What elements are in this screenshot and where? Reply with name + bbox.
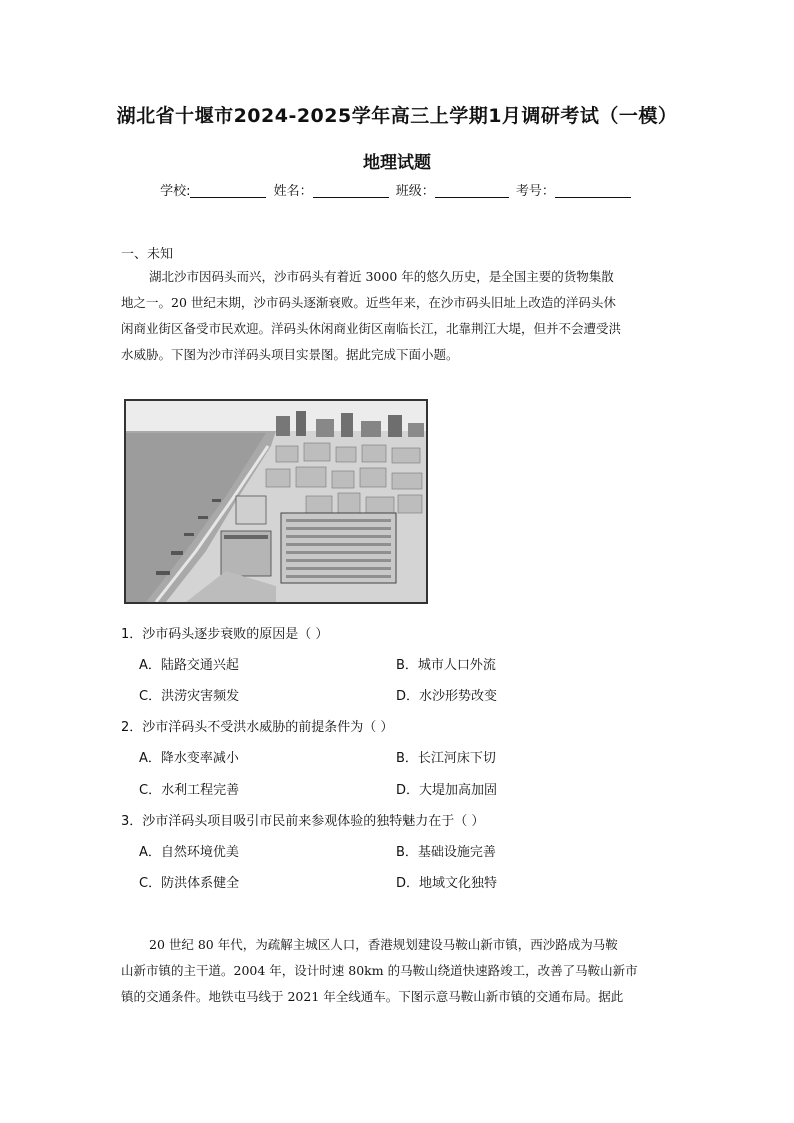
- passage-line: 湖北沙市因码头而兴，沙市码头有着近 3000 年的悠久历史，是全国主要的货物集散: [149, 269, 614, 284]
- section-heading: 一、未知: [121, 247, 174, 262]
- q2-option-b[interactable]: B．长江河床下切: [396, 751, 496, 766]
- passage-line: 镇的交通条件。地铁屯马线于 2021 年全线通车。下图示意马鞍山新市镇的交通布局。据此: [121, 989, 624, 1004]
- question-2-stem: 2．沙市洋码头不受洪水威胁的前提条件为（ ）: [121, 720, 394, 735]
- q3-option-d[interactable]: D．地域文化独特: [396, 876, 498, 891]
- q2-option-c[interactable]: C．水利工程完善: [139, 783, 240, 798]
- question-3-stem: 3．沙市洋码头项目吸引市民前来参观体验的独特魅力在于（ ）: [121, 814, 485, 829]
- exam-number-blank[interactable]: [555, 183, 631, 198]
- q3-option-a[interactable]: A．自然环境优美: [139, 845, 239, 860]
- q3-option-c[interactable]: C．防洪体系健全: [139, 876, 240, 891]
- shashi-wharf-photo: [124, 399, 428, 604]
- exam-number-label: 考号：: [515, 184, 555, 199]
- school-blank[interactable]: [190, 183, 266, 198]
- q2-option-a[interactable]: A．降水变率减小: [139, 751, 239, 766]
- passage-2: [121, 932, 677, 1010]
- question-1-stem: 1．沙市码头逐步衰败的原因是（ ）: [121, 627, 329, 642]
- passage-line: 山新市镇的主干道。2004 年，设计时速 80km 的马鞍山绕道快速路竣工，改善了马鞍山新市: [121, 963, 638, 978]
- q1-option-d[interactable]: D．水沙形势改变: [396, 689, 498, 704]
- exam-title: 湖北省十堰市2024-2025学年高三上学期1月调研考试（一模）: [116, 105, 678, 127]
- class-label: 班级：: [395, 184, 435, 199]
- q1-option-c[interactable]: C．洪涝灾害频发: [139, 689, 240, 704]
- passage-line: 地之一。20 世纪末期，沙市码头逐渐衰败。近些年来，在沙市码头旧址上改造的洋码头休: [121, 295, 616, 310]
- name-blank[interactable]: [313, 183, 389, 198]
- student-info-row: [0, 180, 794, 199]
- passage-1: [121, 264, 677, 368]
- passage-line: 闲商业街区备受市民欢迎。洋码头休闲商业街区南临长江，北靠荆江大堤，但并不会遭受洪: [121, 321, 622, 336]
- q1-option-b[interactable]: B．城市人口外流: [396, 658, 496, 673]
- exam-subtitle: 地理试题: [363, 153, 431, 173]
- q3-option-b[interactable]: B．基础设施完善: [396, 845, 496, 860]
- passage-line: 水威胁。下图为沙市洋码头项目实景图。据此完成下面小题。: [121, 347, 459, 362]
- aerial-city-illustration: [126, 401, 426, 602]
- class-blank[interactable]: [435, 183, 509, 198]
- name-label: 姓名：: [273, 184, 313, 199]
- passage-line: 20 世纪 80 年代，为疏解主城区人口，香港规划建设马鞍山新市镇，西沙路成为马鞍: [149, 937, 618, 952]
- q2-option-d[interactable]: D．大堤加高加固: [396, 783, 498, 798]
- q1-option-a[interactable]: A．陆路交通兴起: [139, 658, 239, 673]
- school-label: 学校:: [160, 184, 191, 199]
